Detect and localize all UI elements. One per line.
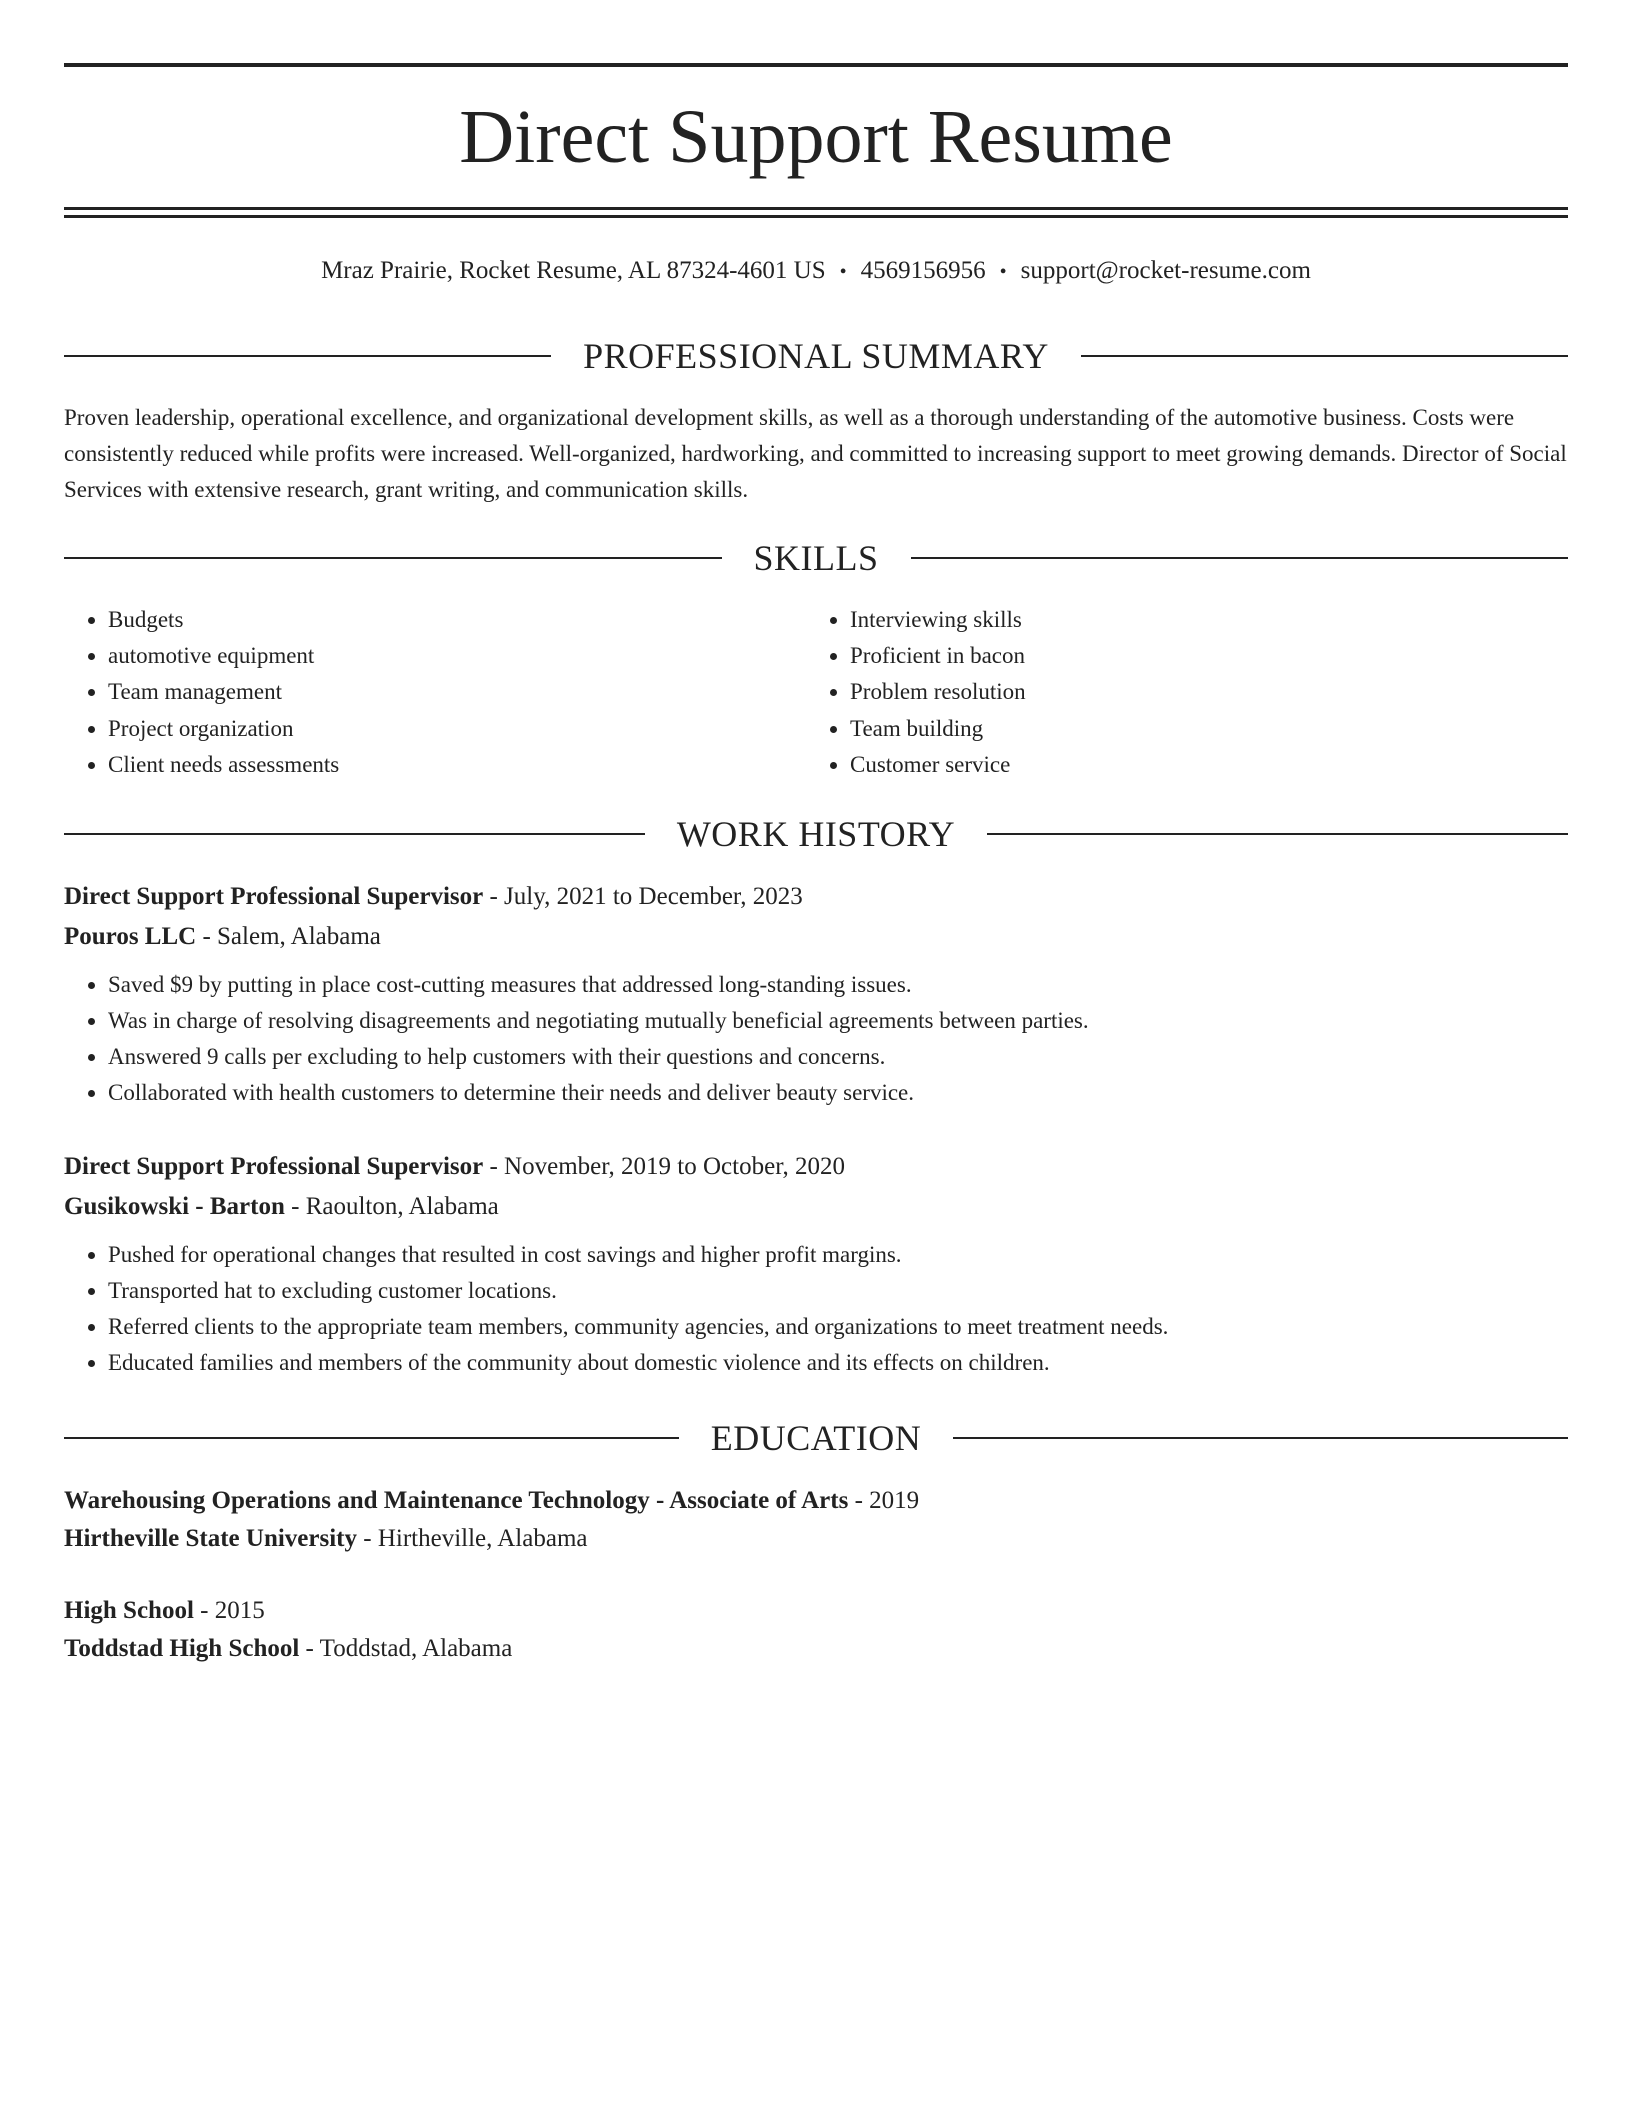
job-company: Gusikowski - Barton bbox=[64, 1193, 285, 1220]
skill-item: • Proficient in bacon bbox=[850, 638, 1548, 674]
education-school: Hirtheville State University bbox=[64, 1525, 357, 1552]
job-entry bbox=[64, 1147, 1568, 1381]
divider-line bbox=[64, 557, 722, 559]
education-location: - Hirtheville, Alabama bbox=[357, 1525, 588, 1552]
skill-item: • Customer service bbox=[850, 747, 1548, 783]
contact-line bbox=[64, 254, 1568, 289]
contact-phone: 4569156956 bbox=[860, 257, 986, 284]
job-bullet: • Educated families and members of the community about domestic violence and its effects on children. bbox=[108, 1345, 1568, 1381]
contact-separator: • bbox=[839, 261, 847, 283]
section-heading-skills bbox=[64, 538, 1568, 578]
divider-line bbox=[1081, 355, 1568, 357]
skills-column-left bbox=[64, 602, 806, 783]
resume-title: Direct Support Resume bbox=[459, 95, 1173, 179]
summary-text: Proven leadership, operational excellence, and organizational development skills, as well as a thorough understanding of the automotive business. Costs were consistently reduced while profits were increased. Well-organized, hardworking, and committed to increasing support to meet growing demands. Director of Social Services with extensive research, grant writing, and communication skills. bbox=[64, 405, 1567, 502]
skill-item: • Client needs assessments bbox=[108, 747, 806, 783]
skill-item: • Interviewing skills bbox=[850, 602, 1548, 638]
job-dates: - July, 2021 to December, 2023 bbox=[483, 883, 803, 910]
education-year: - 2015 bbox=[193, 1597, 265, 1624]
job-company-row bbox=[64, 917, 1568, 957]
job-location: - Salem, Alabama bbox=[196, 923, 381, 950]
skill-item: • automotive equipment bbox=[108, 638, 806, 674]
section-title: EDUCATION bbox=[710, 1418, 922, 1458]
skill-item: • Team building bbox=[850, 711, 1548, 747]
divider-line bbox=[64, 833, 645, 835]
skill-item: • Team management bbox=[108, 674, 806, 710]
education-degree: High School bbox=[64, 1597, 194, 1624]
section-title: PROFESSIONAL SUMMARY bbox=[583, 336, 1049, 376]
job-location: - Raoulton, Alabama bbox=[284, 1193, 499, 1220]
education-school: Toddstad High School bbox=[64, 1635, 300, 1662]
section-heading-work bbox=[64, 814, 1568, 854]
title-rule-lower bbox=[64, 215, 1568, 218]
divider-line bbox=[64, 1437, 679, 1439]
job-title-row bbox=[64, 877, 1568, 917]
contact-separator: • bbox=[999, 261, 1007, 283]
education-school-row bbox=[64, 1630, 1568, 1668]
job-dates: - November, 2019 to October, 2020 bbox=[483, 1153, 846, 1180]
section-heading-education bbox=[64, 1418, 1568, 1458]
contact-email: support@rocket-resume.com bbox=[1020, 257, 1311, 284]
skills-list bbox=[64, 602, 1568, 783]
job-bullet: • Was in charge of resolving disagreements and negotiating mutually beneficial agreements between parties. bbox=[108, 1003, 1568, 1039]
job-entry bbox=[64, 877, 1568, 1111]
divider-line bbox=[953, 1437, 1568, 1439]
education-school-row bbox=[64, 1520, 1568, 1558]
education-location: - Toddstad, Alabama bbox=[299, 1635, 513, 1662]
job-title-row bbox=[64, 1147, 1568, 1187]
job-bullet: • Transported hat to excluding customer locations. bbox=[108, 1273, 1568, 1309]
education-degree-row bbox=[64, 1592, 1568, 1630]
divider-line bbox=[911, 557, 1569, 559]
job-bullets bbox=[64, 967, 1568, 1111]
job-title: Direct Support Professional Supervisor bbox=[64, 883, 484, 910]
job-title: Direct Support Professional Supervisor bbox=[64, 1153, 484, 1180]
education-year: - 2019 bbox=[848, 1487, 920, 1514]
title-rule-upper bbox=[64, 207, 1568, 210]
section-title: WORK HISTORY bbox=[676, 814, 956, 854]
section-title: SKILLS bbox=[753, 538, 879, 578]
job-bullets bbox=[64, 1237, 1568, 1381]
education-degree-row bbox=[64, 1482, 1568, 1520]
job-bullet: • Answered 9 calls per excluding to help customers with their questions and concerns. bbox=[108, 1039, 1568, 1075]
contact-address: Mraz Prairie, Rocket Resume, AL 87324-4601 US bbox=[321, 257, 826, 284]
education-entry bbox=[64, 1592, 1568, 1668]
skill-item: • Problem resolution bbox=[850, 674, 1548, 710]
job-bullet: • Pushed for operational changes that resulted in cost savings and higher profit margins. bbox=[108, 1237, 1568, 1273]
title-block bbox=[64, 63, 1568, 218]
divider-line bbox=[64, 355, 551, 357]
education-entry bbox=[64, 1482, 1568, 1558]
skills-column-right bbox=[806, 602, 1548, 783]
skill-item: • Budgets bbox=[108, 602, 806, 638]
job-company-row bbox=[64, 1187, 1568, 1227]
skill-item: • Project organization bbox=[108, 711, 806, 747]
section-heading-summary bbox=[64, 336, 1568, 376]
job-company: Pouros LLC bbox=[64, 923, 197, 950]
divider-line bbox=[987, 833, 1568, 835]
job-bullet: • Saved $9 by putting in place cost-cutting measures that addressed long-standing issues. bbox=[108, 967, 1568, 1003]
education-degree: Warehousing Operations and Maintenance Technology - Associate of Arts bbox=[64, 1487, 849, 1514]
job-bullet: • Collaborated with health customers to determine their needs and deliver beauty service. bbox=[108, 1075, 1568, 1111]
job-bullet: • Referred clients to the appropriate team members, community agencies, and organizations to meet treatment needs. bbox=[108, 1309, 1568, 1345]
